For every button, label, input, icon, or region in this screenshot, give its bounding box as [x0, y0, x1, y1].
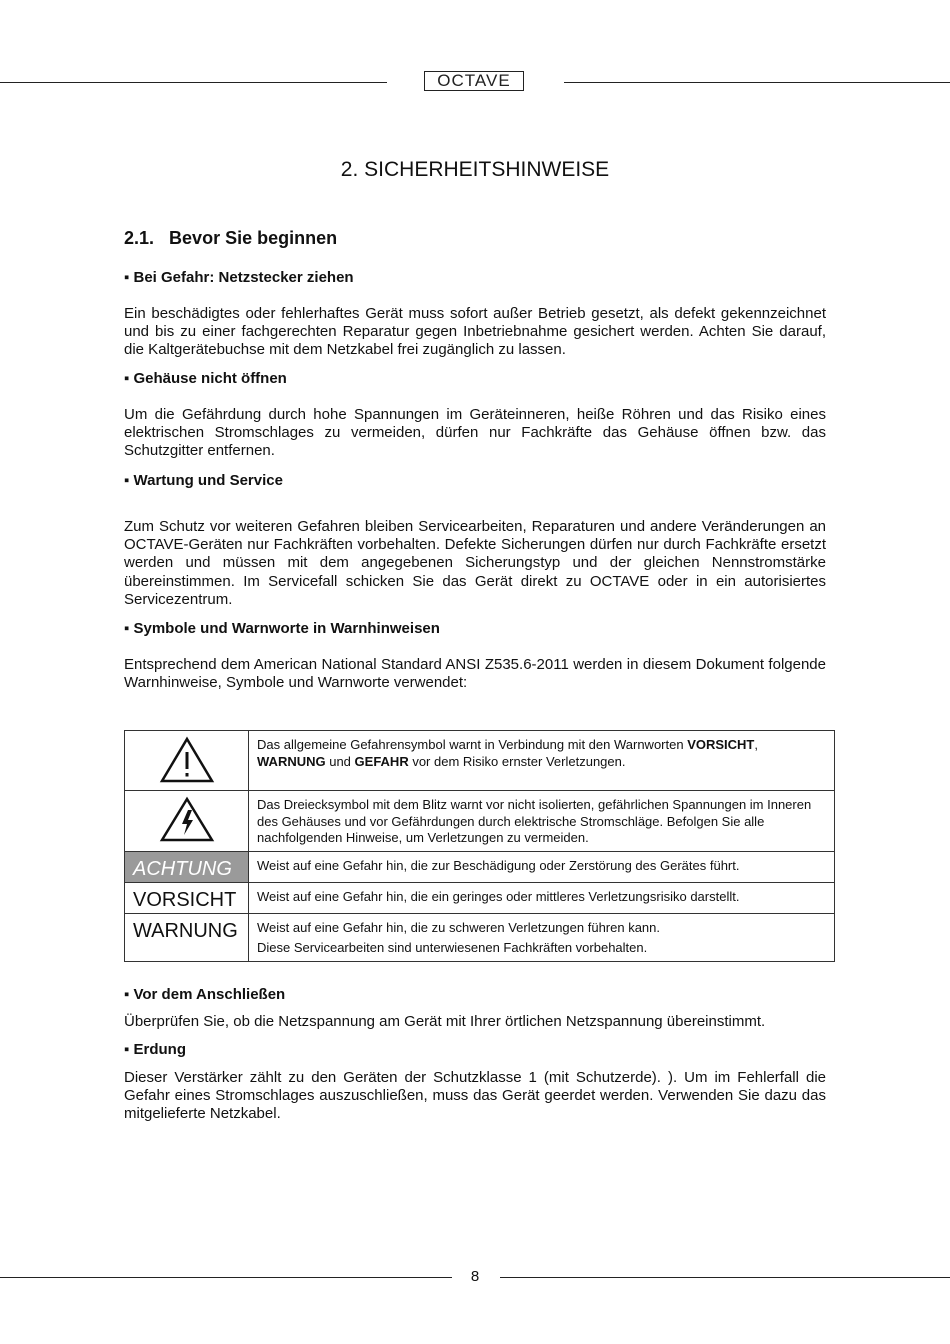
section-title: Bevor Sie beginnen [169, 228, 338, 248]
paragraph-symbole: Entsprechend dem American National Standard ANSI Z535.6-2011 werden in diesem Dokument folgende Warnhinweise, Symbole und Warnworte verwendet: [124, 656, 826, 692]
electric-shock-icon [159, 796, 215, 844]
warning-symbols-table [124, 730, 835, 962]
description-shock-symbol: Das Dreiecksymbol mit dem Blitz warnt vor nicht isolierten, gefährlichen Spannungen im Inneren des Gehäuses und vor Gefährdungen durch elektrische Stromschläge. Befolgen Sie alle nachfolgenden Hinweise, um Verletzungen zu vermeiden. [249, 791, 835, 852]
paragraph-netzstecker: Ein beschädigtes oder fehlerhaftes Gerät muss sofort außer Betrieb gesetzt, als defekt gekennzeichnet und bis zu einer fachgerechten Reparatur gegen Inbetriebnahme gesichert werden. Achten Sie darauf, die Kaltgerätebuchse mit dem Netzkabel frei zugänglich zu lassen. [124, 305, 826, 359]
paragraph-erdung: Dieser Verstärker zählt zu den Geräten der Schutzklasse 1 (mit Schutzerde). ). Um im Fehlerfall die Gefahr eines Stromschlages auszuschließen, muss das Gerät geerdet werden. Verwenden Sie dazu das mitgelieferte Netzkabel. [124, 1069, 826, 1123]
warning-triangle-icon [159, 735, 215, 785]
bullet-heading-wartung: ▪ Wartung und Service [124, 472, 283, 489]
page-number: 8 [470, 1268, 480, 1285]
paragraph-wartung: Zum Schutz vor weiteren Gefahren bleiben Servicearbeiten, Reparaturen und andere Veränderungen an OCTAVE-Geräten nur Fachkräften vorbehalten. Defekte Sicherungen dürfen nur durch Fachkräfte ersetzt werden und müssen mit dem angegebenen Sicherungstyp und der gleichen Nennstromstärke übereinstimmen. Im Servicefall schicken Sie das Gerät direkt zu OCTAVE oder in ein autorisiertes Servicezentrum. [124, 518, 826, 608]
label-vorsicht: VORSICHT [125, 882, 249, 913]
bullet-heading-erdung: ▪ Erdung [124, 1041, 186, 1058]
header-rule-left [0, 82, 387, 83]
paragraph-gehaeuse: Um die Gefährdung durch hohe Spannungen im Geräteinneren, heiße Röhren und das Risiko eines elektrischen Stromschlages zu vermeiden, dürfen nur Fachkräfte das Gehäuse öffnen bzw. das Schutzgitter entfernen. [124, 406, 826, 460]
section-heading [124, 228, 337, 249]
octave-logo: OCTAVE [424, 71, 524, 91]
description-vorsicht: Weist auf eine Gefahr hin, die ein geringes oder mittleres Verletzungsrisiko darstellt. [249, 882, 835, 913]
bullet-heading-gehaeuse: ▪ Gehäuse nicht öffnen [124, 370, 287, 387]
symbol-cell-shock [125, 791, 249, 852]
label-warnung: WARNUNG [125, 913, 249, 961]
paragraph-anschliessen: Überprüfen Sie, ob die Netzspannung am Gerät mit Ihrer örtlichen Netzspannung übereinstimmt. [124, 1013, 766, 1030]
bullet-heading-symbole: ▪ Symbole und Warnworte in Warnhinweisen [124, 620, 440, 637]
description-warnung: Weist auf eine Gefahr hin, die zu schweren Verletzungen führen kann. Diese Servicearbeiten sind unterwiesenen Fachkräften vorbehalten. [249, 913, 835, 961]
section-number: 2.1. [124, 228, 155, 248]
label-achtung: ACHTUNG [125, 851, 249, 882]
page-title: 2. SICHERHEITSHINWEISE [340, 158, 610, 181]
bullet-heading-anschliessen: ▪ Vor dem Anschließen [124, 986, 286, 1003]
bullet-heading-netzstecker: ▪ Bei Gefahr: Netzstecker ziehen [124, 269, 354, 286]
header-rule-right [564, 82, 950, 83]
description-achtung: Weist auf eine Gefahr hin, die zur Beschädigung oder Zerstörung des Gerätes führt. [249, 851, 835, 882]
symbol-cell-general [125, 731, 249, 791]
description-general-symbol: Das allgemeine Gefahrensymbol warnt in Verbindung mit den Warnworten VORSICHT, WARNUNG und GEFAHR vor dem Risiko ernster Verletzungen. [249, 731, 835, 791]
